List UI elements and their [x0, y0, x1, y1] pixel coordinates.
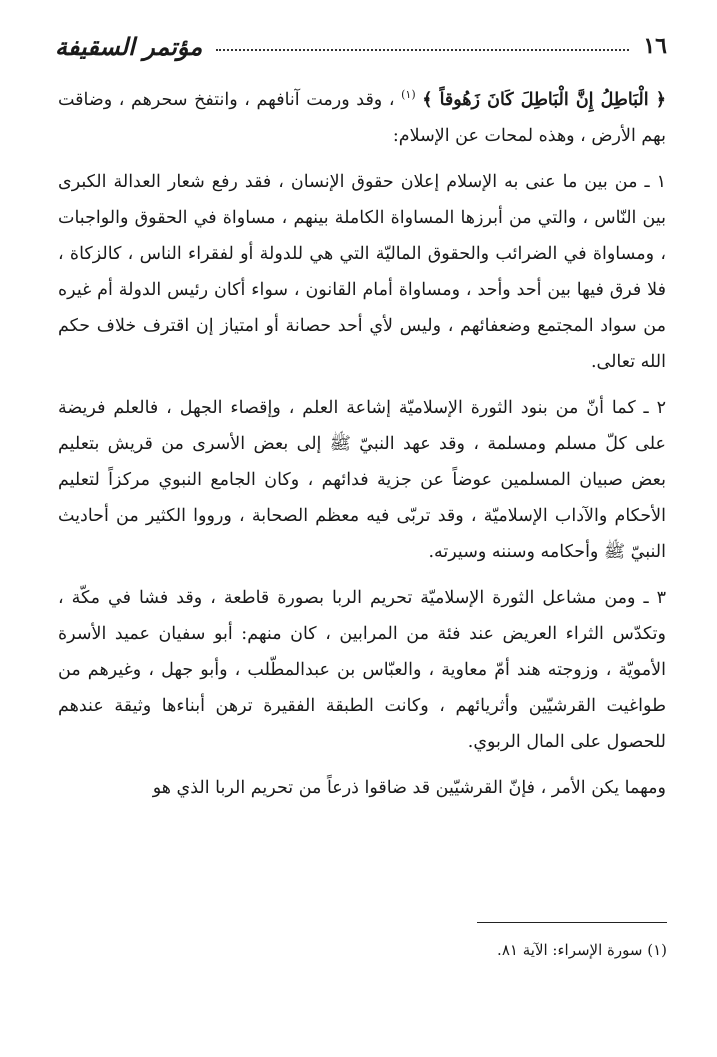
paragraph-usury: ٣ ـ ومن مشاعل الثورة الإسلاميّة تحريم الربا بصورة قاطعة ، وقد فشا في مكّة ، وتكدّس الثراء العريض عند فئة من المرابين ، كان منهم: أبو سفيان عميد الأسرة الأمويّة ، وزوجته هند أمّ معاوية ، والعبّاس بن عبدالمطّلب ، وأبو جهل ، وغيرهم من طواغيت القرشيّين وأثريائهم ، وكانت الطبقة الفقيرة ترهن أبناءها وثيقة عندهم للحصول على المال الربوي.: [58, 588, 666, 752]
paragraph-human-rights: ١ ـ من بين ما عنى به الإسلام إعلان حقوق الإنسان ، فقد رفع شعار العدالة الكبرى بين النّاس ، والتي من أبرزها المساواة الكاملة بينهم ، مساواة في الحقوق والواجبات ، ومساواة في الضرائب والحقوق الماليّة التي هي للدولة أو لفقراء الناس ، كالزكاة ، فلا فرق فيها بين أحد وأحد ، ومساواة أمام القانون ، سواء أكان رئيس الدولة أم غيره من سواد المجتمع وضعفائهم ، وليس لأي أحد حصانة أو امتياز إن اقترف خلاف حكم الله تعالى.: [58, 172, 666, 372]
quran-verse: ﴿ الْبَاطِلُ إِنَّ الْبَاطِلَ كَانَ زَهُوقاً ﴾: [422, 90, 666, 110]
footnote-marker: (١): [401, 88, 416, 102]
footnote: (١) سورة الإسراء: الآية ٨١.: [497, 941, 667, 959]
page-header: [55, 22, 667, 70]
page-number: ١٦: [643, 33, 667, 59]
paragraph-text: ، وقد ورمت آنافهم ، وانتفخ سحرهم ، وضاقت بهم الأرض ، وهذه لمحات عن الإسلام:: [58, 90, 666, 146]
paragraph-continuation: ومهما يكن الأمر ، فإنّ القرشيّين قد ضاقوا ذرعاً من تحريم الربا الذي هو: [152, 778, 666, 798]
footnote-separator: [477, 922, 667, 923]
paragraph-intro: [58, 82, 666, 154]
body-text: [58, 82, 666, 806]
paragraph-knowledge: ٢ ـ كما أنّ من بنود الثورة الإسلاميّة إشاعة العلم ، وإقصاء الجهل ، فالعلم فريضة على كلّ مسلم ومسلمة ، وقد عهد النبيّ ﷺ إلى بعض الأسرى من قريش بتعليم بعض صبيان المسلمين عوضاً عن جزية فدائهم ، وكان الجامع النبوي مركزاً لتعليم الأحكام والآداب الإسلاميّة ، وقد تربّى فيه معظم الصحابة ، ورووا الكثير من أحاديث النبيّ ﷺ وأحكامه وسننه وسيرته.: [58, 398, 666, 562]
header-dotted-leader: [216, 49, 629, 51]
running-title: مؤتمر السقيفة: [55, 31, 203, 61]
